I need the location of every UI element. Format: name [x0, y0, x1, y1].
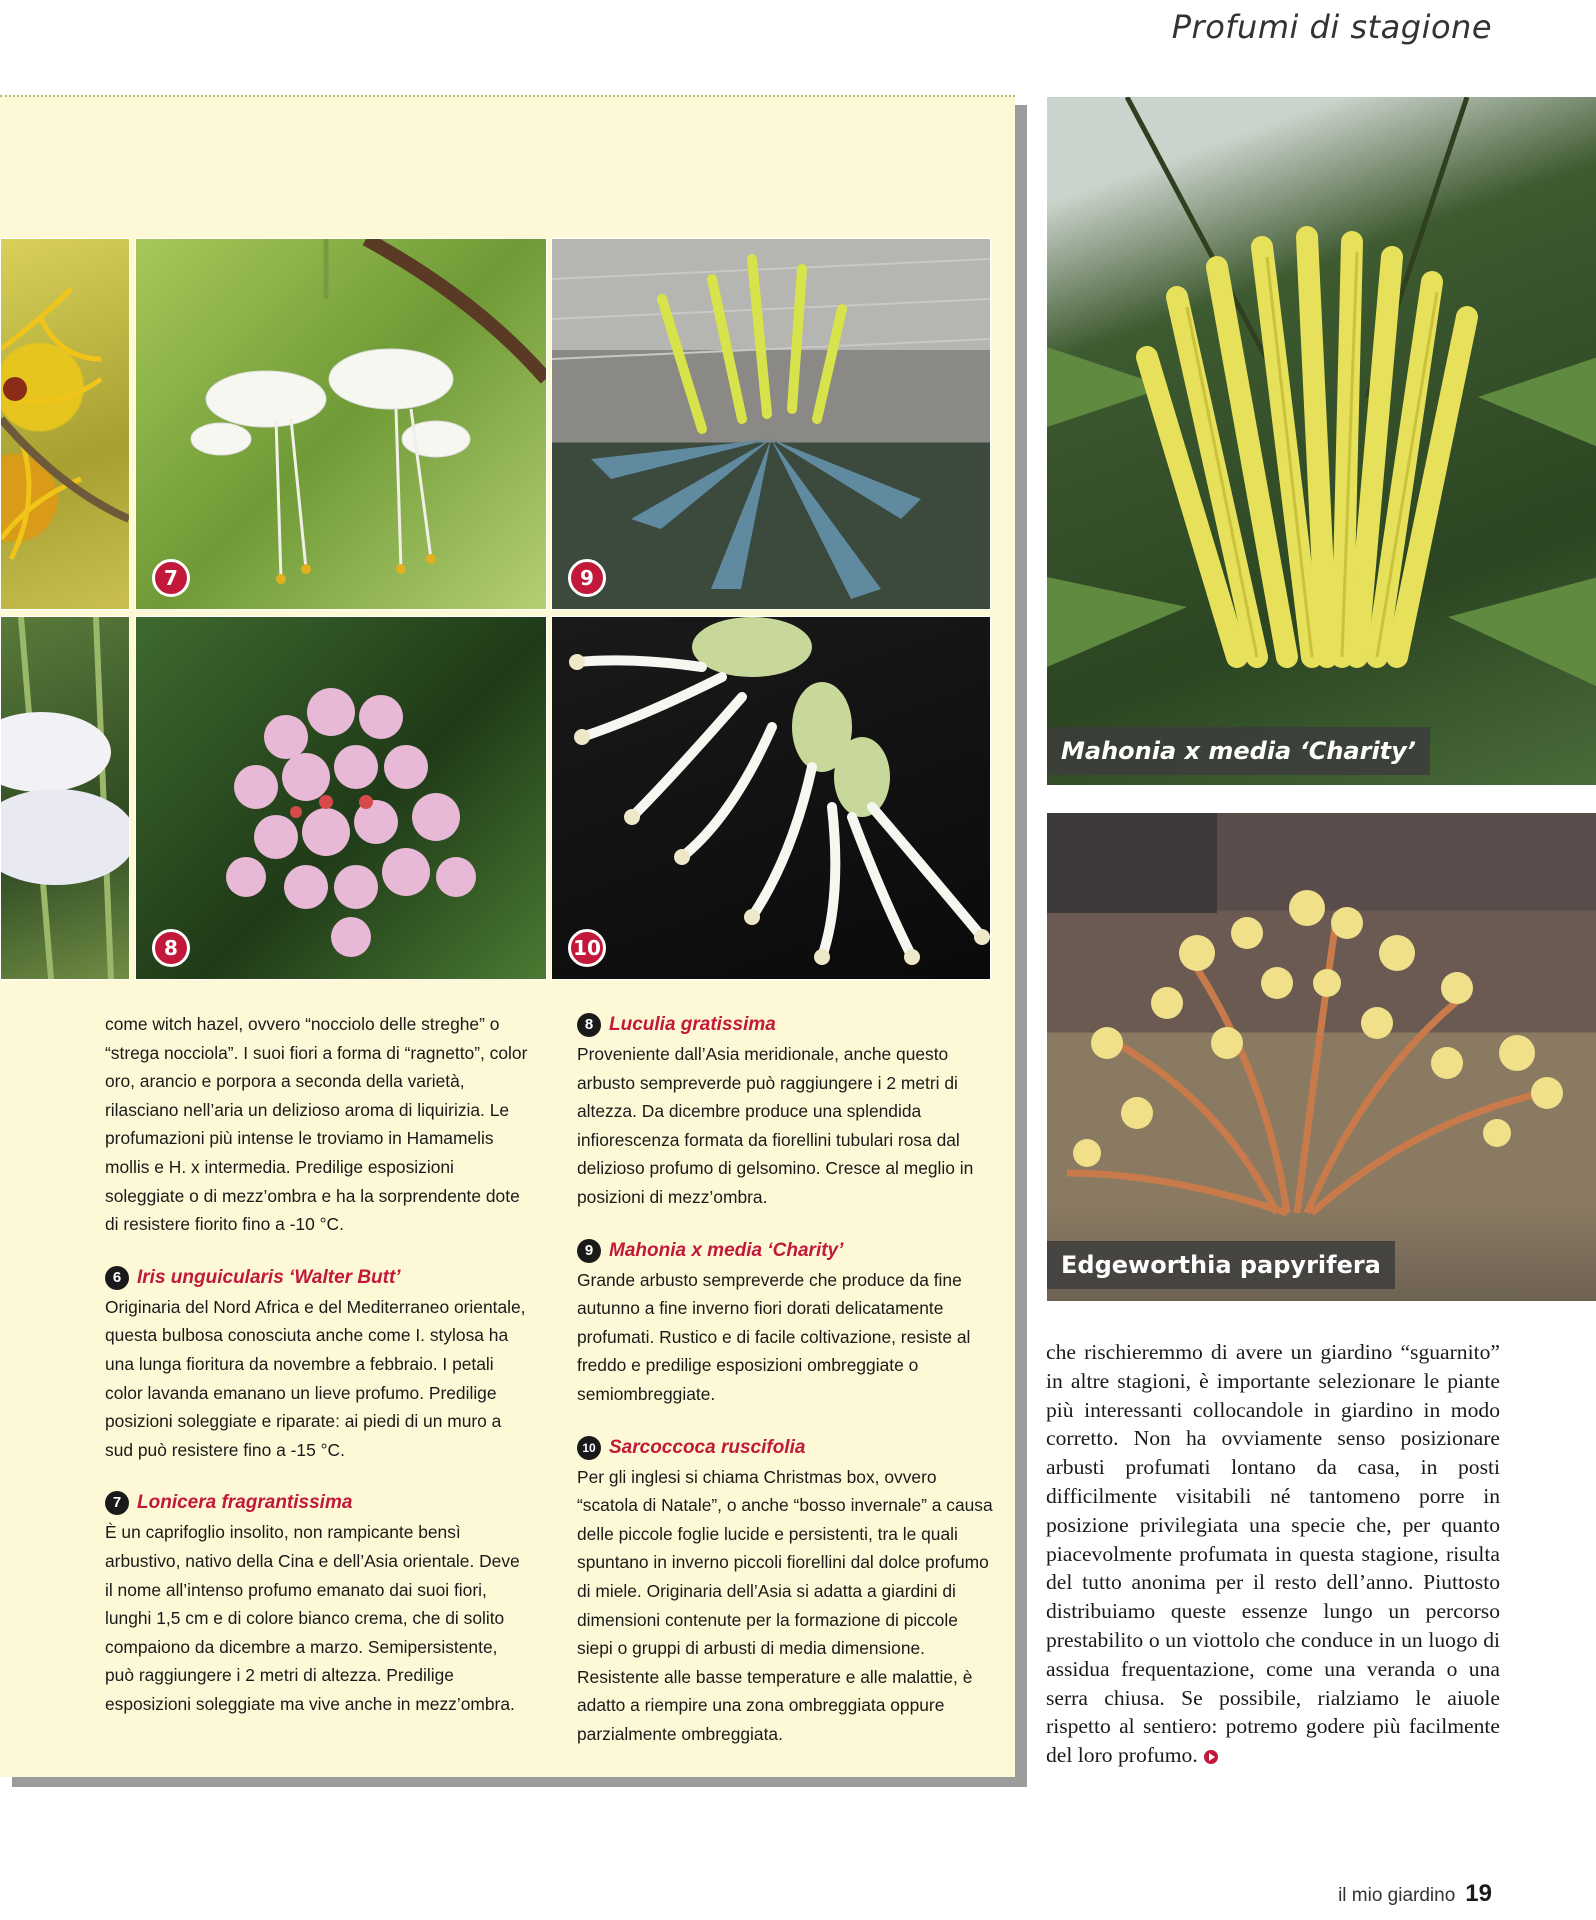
photo-iris [0, 616, 130, 980]
entry-heading [577, 1433, 997, 1463]
entry-text: Grande arbusto sempreverde che produce da fine autunno a fine inverno fiori dorati delicatamente profumati. Rustico e di facile coltivazione, resiste al freddo e predilige esposizioni ombreggiate o semiombreggiate. [577, 1269, 971, 1404]
caption-mahonia: Mahonia x media ‘Charity’ [1047, 727, 1430, 775]
body-paragraph: che rischieremmo di avere un giardino “sguarnito” in altre stagioni, è importante selezionare le piante più interessanti collocandole in giardino in modo corretto. Non ha ovviamente senso posizionare arbusti profumati lontano da casa, in posti difficilmente visitabili né tantomeno porre in posizione privilegiata una specie che, per quanto piacevolmente profumata in questa stagione, risulta del tutto anonima per il resto dell’anno. Piuttosto distribuiamo queste essenze lungo un percorso prestabilito o un viottolo che conduce in un luogo di assidua frequentazione, come una veranda o una serra chiusa. Se possibile, rialziamo le aiuole rispetto al sentiero: potremo godere più facilmente del loro profumo. [1046, 1340, 1500, 1768]
entry-title: Lonicera fragrantissima [137, 1492, 353, 1514]
entry-title: Sarcoccoca ruscifolia [609, 1436, 806, 1458]
entry-text: È un caprifoglio insolito, non rampicante bensì arbustivo, nativo della Cina e dell’Asia orientale. Deve il nome all’intenso profumo emanato dai suoi fiori, lunghi 1,5 cm e di colore bianco crema, che di solito compaiono da dicembre a marzo. Semipersistente, può raggiungere i 2 metri di altezza. Predilige esposizioni soleggiate ma vive anche in mezz’ombra. [105, 1522, 520, 1714]
entry-title: Luculia gratissima [609, 1014, 776, 1035]
photo-number-7: 7 [152, 559, 190, 597]
luculia-flowers-graphic [136, 617, 546, 979]
iris-flower-graphic [1, 617, 129, 979]
lonicera-flowers-graphic [136, 239, 546, 609]
photo-lonicera [135, 238, 547, 610]
text-column-1 [105, 1010, 530, 1718]
photo-number-10: 10 [568, 929, 606, 967]
entry-text: Proveniente dall’Asia meridionale, anche questo arbusto sempreverde può raggiungere i 2 metri di altezza. Da dicembre produce una splendida infiorescenza formata da fiorellini tubulari rosa dal delizioso profumo di gelsomino. Cresce al meglio in posizioni di mezz’ombra. [577, 1044, 974, 1207]
photo-number-8: 8 [152, 929, 190, 967]
entry-8 [577, 1010, 997, 1212]
photo-sarcococca [551, 616, 991, 980]
entry-heading [577, 1010, 997, 1040]
magazine-name: il mio giardino [1338, 1885, 1456, 1906]
text-column-2 [577, 1010, 997, 1748]
entry-text: Originaria del Nord Africa e del Mediterraneo orientale, questa bulbosa conosciuta anche come I. stylosa ha una lunga fioritura da novembre a febbraio. I petali color lavanda emanano un lieve profumo. Predilige posizioni soleggiate e riparate: ai piedi di un muro a sud può resistere fino a -15 °C. [105, 1296, 526, 1460]
entry-6 [105, 1263, 530, 1465]
entry-heading [105, 1263, 530, 1293]
continue-arrow-icon [1204, 1750, 1218, 1764]
entry-number: 10 [577, 1436, 601, 1460]
entry-number: 9 [577, 1239, 601, 1263]
edgeworthia-graphic [1047, 813, 1596, 1301]
photo-edgeworthia [1046, 812, 1596, 1302]
mahonia-large-graphic [1047, 97, 1596, 785]
entry-7 [105, 1488, 530, 1718]
mahonia-small-graphic [552, 239, 990, 609]
intro-paragraph: come witch hazel, ovvero “nocciolo delle streghe” o “strega nocciola”. I suoi fiori a forma di “ragnetto”, color oro, arancio e porpora a seconda della varietà, rilasciano nell’aria un delizioso aroma di liquirizia. Le profumazioni più intense le troviamo in Hamamelis mollis e H. x intermedia. Predilige esposizioni soleggiate o di mezz’ombra e ha la sorprendente dote di resistere fiorito fino a -10 °C. [105, 1014, 528, 1235]
text-column-3 [1046, 1338, 1500, 1770]
running-header: Profumi di stagione [1171, 8, 1492, 46]
entry-text: Per gli inglesi si chiama Christmas box, ovvero “scatola di Natale”, o anche “bosso invernale” a causa delle piccole foglie lucide e persistenti, tra le quali spuntano in inverno piccoli fiorellini dal dolce profumo di miele. Originaria dell’Asia si adatta a giardini di dimensioni contenute per la formazione di piccole siepi o gruppi di arbusti di media dimensione. Resistente alle basse temperature e alle malattie, è adatto a riempire una zona ombreggiata oppure parzialmente ombreggiata. [577, 1466, 993, 1744]
photo-mahonia-small [551, 238, 991, 610]
sarcococca-flowers-graphic [552, 617, 990, 979]
entry-10 [577, 1433, 997, 1749]
entry-number: 6 [105, 1266, 129, 1290]
page-footer [1338, 1880, 1492, 1908]
page-number: 19 [1465, 1880, 1492, 1907]
entry-heading [577, 1236, 997, 1266]
entry-9 [577, 1236, 997, 1409]
photo-hamamelis [0, 238, 130, 610]
photo-luculia [135, 616, 547, 980]
entry-title: Iris unguicularis ‘Walter Butt’ [137, 1266, 401, 1288]
entry-number: 7 [105, 1491, 129, 1515]
entry-number: 8 [577, 1013, 601, 1037]
caption-edgeworthia: Edgeworthia papyrifera [1047, 1241, 1395, 1289]
photo-mahonia-large [1046, 96, 1596, 786]
entry-heading [105, 1488, 530, 1518]
hamamelis-flowers-graphic [1, 239, 129, 609]
entry-title: Mahonia x media ‘Charity’ [609, 1239, 844, 1261]
photo-number-9: 9 [568, 559, 606, 597]
